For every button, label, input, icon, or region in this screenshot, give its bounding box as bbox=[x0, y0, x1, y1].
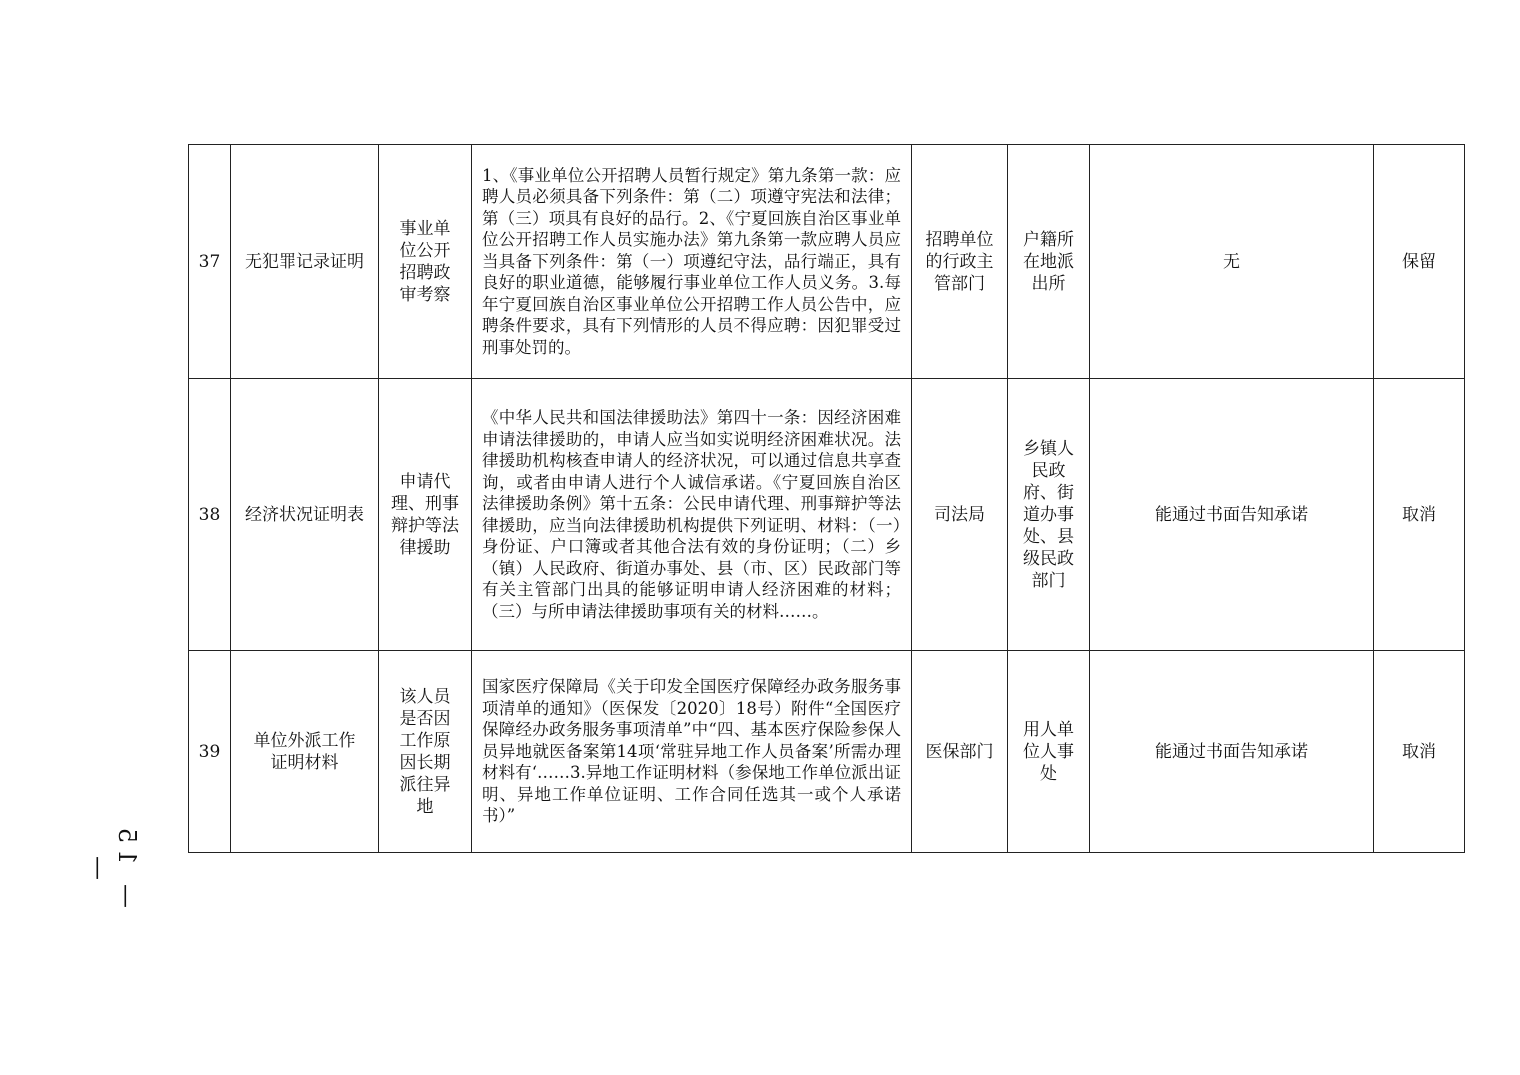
basis-cell: 1、《事业单位公开招聘人员暂行规定》第九条第一款：应聘人员必须具备下列条件：第（二）项遵守宪法和法律；第（三）项具有良好的品行。2、《宁夏回族自治区事业单位公开招聘工作人员实施办法》第九条第一款应聘人员应当具备下列条件：第（一）项遵纪守法，品行端正，具有良好的职业道德，能够履行事业单位工作人员义务。3.每年宁夏回族自治区事业单位公开招聘工作人员公告中，应聘条件要求，具有下列情形的人员不得应聘：因犯罪受过刑事处罚的。 bbox=[472, 145, 912, 379]
issuer-cell: 乡镇人民政府、街道办事处、县级民政部门 bbox=[1008, 379, 1090, 651]
matter-cell: 事业单位公开招聘政审考察 bbox=[379, 145, 472, 379]
certificate-name: 无犯罪记录证明 bbox=[231, 145, 379, 379]
department-cell: 招聘单位的行政主管部门 bbox=[912, 145, 1008, 379]
basis-cell: 国家医疗保障局《关于印发全国医疗保障经办政务服务事项清单的通知》（医保发〔2020〕18号）附件“全国医疗保障经办政务服务事项清单”中“四、基本医疗保险参保人员异地就医备案第14项‘常驻异地工作人员备案’所需办理材料有‘……3.异地工作证明材料（参保地工作单位派出证明、异地工作单位证明、工作合同任选其一或个人承诺书）” bbox=[472, 651, 912, 853]
basis-cell: 《中华人民共和国法律援助法》第四十一条：因经济困难申请法律援助的，申请人应当如实说明经济困难状况。法律援助机构核查申请人的经济状况，可以通过信息共享查询，或者由申请人进行个人诚信承诺。《宁夏回族自治区法律援助条例》第十五条：公民申请代理、刑事辩护等法律援助，应当向法律援助机构提供下列证明、材料：（一）身份证、户口簿或者其他合法有效的身份证明；（二）乡（镇）人民政府、街道办事处、县（市、区）民政部门等有关主管部门出具的能够证明申请人经济困难的材料；（三）与所申请法律援助事项有关的材料……。 bbox=[472, 379, 912, 651]
row-number: 39 bbox=[189, 651, 231, 853]
table-row bbox=[189, 651, 1465, 853]
alternative-cell: 能通过书面告知承诺 bbox=[1090, 379, 1374, 651]
table-row bbox=[189, 379, 1465, 651]
table-row bbox=[189, 145, 1465, 379]
page-number bbox=[85, 815, 141, 915]
certificate-name: 经济状况证明表 bbox=[231, 379, 379, 651]
issuer-cell: 用人单位人事处 bbox=[1008, 651, 1090, 853]
row-number: 37 bbox=[189, 145, 231, 379]
certificate-table bbox=[188, 144, 1465, 853]
result-cell: 取消 bbox=[1374, 651, 1465, 853]
certificate-name: 单位外派工作证明材料 bbox=[231, 651, 379, 853]
issuer-cell: 户籍所在地派出所 bbox=[1008, 145, 1090, 379]
department-cell: 司法局 bbox=[912, 379, 1008, 651]
result-cell: 保留 bbox=[1374, 145, 1465, 379]
department-cell: 医保部门 bbox=[912, 651, 1008, 853]
row-number: 38 bbox=[189, 379, 231, 651]
result-cell: 取消 bbox=[1374, 379, 1465, 651]
alternative-cell: 能通过书面告知承诺 bbox=[1090, 651, 1374, 853]
matter-cell: 申请代理、刑事辩护等法律援助 bbox=[379, 379, 472, 651]
page-number-text: — 15 — bbox=[85, 821, 141, 909]
matter-cell: 该人员是否因工作原因长期派往异地 bbox=[379, 651, 472, 853]
alternative-cell: 无 bbox=[1090, 145, 1374, 379]
